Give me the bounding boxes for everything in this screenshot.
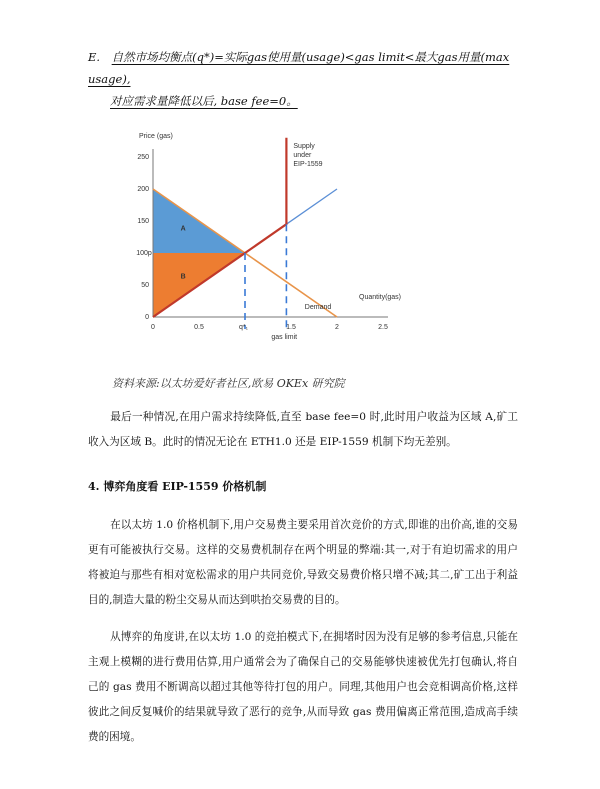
paragraph-final-case-text: 最后一种情况,在用户需求持续降低,直至 base fee=0 时,此时用户收益为区域 A,矿工收入为区域 B。此时的情况无论在 ETH1.0 还是 EIP-1559 机制下均无差别。: [88, 411, 518, 448]
y-tick-label: 50: [141, 282, 149, 289]
y-tick-label: 250: [137, 154, 149, 161]
region-b-label: B: [180, 273, 186, 281]
x-tick-label: 2: [335, 324, 339, 331]
y-axis-label: Price (gas): [139, 133, 173, 140]
heading-e-label: E.: [88, 50, 101, 64]
paragraph-game-theory: [88, 625, 518, 750]
supply-label-line: under: [293, 151, 312, 159]
supply-demand-chart: [128, 120, 458, 345]
x-tick-label: 0.5: [194, 324, 204, 331]
x-tick-label: 1.5: [286, 324, 296, 331]
figure-source-caption: 资料来源:以太坊爱好者社区,欧易 OKEx 研究院: [112, 377, 345, 390]
x-tick-label: 2.5: [378, 324, 388, 331]
q-star-label: q*₁: [239, 324, 248, 331]
heading-e-line1: 自然市场均衡点(q*)=实际gas使用量(usage)<gas limit<最大gas用量(max usage),: [88, 50, 510, 86]
supply-label-line: Supply: [293, 142, 315, 150]
x-tick-label: 0: [151, 324, 155, 331]
paragraph-eth1-mechanism-text: 在以太坊 1.0 价格机制下,用户交易费主要采用首次竞价的方式,即谁的出价高,谁的交易更有可能被执行交易。这样的交易费机制存在两个明显的弊端:其一,对于有迫切需求的用户将被迫与那些有相对宽松需求的用户共同竞价,导致交易费价格只增不减;其二,矿工出于利益目的,制造大量的粉尘交易从而达到哄抬交易费的目的。: [88, 519, 518, 606]
paragraph-eth1-mechanism: [88, 513, 518, 613]
x-axis-label: Quantity(gas): [359, 294, 402, 301]
gas-limit-label: gas limit: [271, 334, 298, 341]
region-a-label: A: [180, 225, 186, 233]
y-tick-label: 200: [137, 186, 149, 193]
paragraph-final-case: [88, 405, 518, 455]
y-tick-label: 0: [145, 314, 149, 321]
supply-extension-line: [286, 189, 337, 224]
heading-e-line2: 对应需求量降低以后, base fee=0。: [110, 94, 298, 108]
heading-e: [88, 46, 528, 112]
paragraph-game-theory-text: 从博弈的角度讲,在以太坊 1.0 的竞拍模式下,在拥堵时因为没有足够的参考信息,只能在主观上模糊的进行费用估算,用户通常会为了确保自己的交易能够快速被优先打包确认,将自己的 gas 费用不断调高以超过其他等待打包的用户。同理,其他用户也会竞相调高价格,这样彼此之间反复喊价的结果就导致了恶行的竞争,从而导致 gas 费用偏离正常范围,造成高手续费的困境。: [88, 631, 518, 743]
supply-label-line: EIP-1559: [293, 160, 323, 168]
section-4-title: 4. 博弈角度看 EIP-1559 价格机制: [88, 480, 267, 493]
y-marker-label: 100p: [136, 250, 152, 257]
y-tick-label: 150: [137, 218, 149, 225]
demand-label: Demand: [304, 304, 332, 311]
